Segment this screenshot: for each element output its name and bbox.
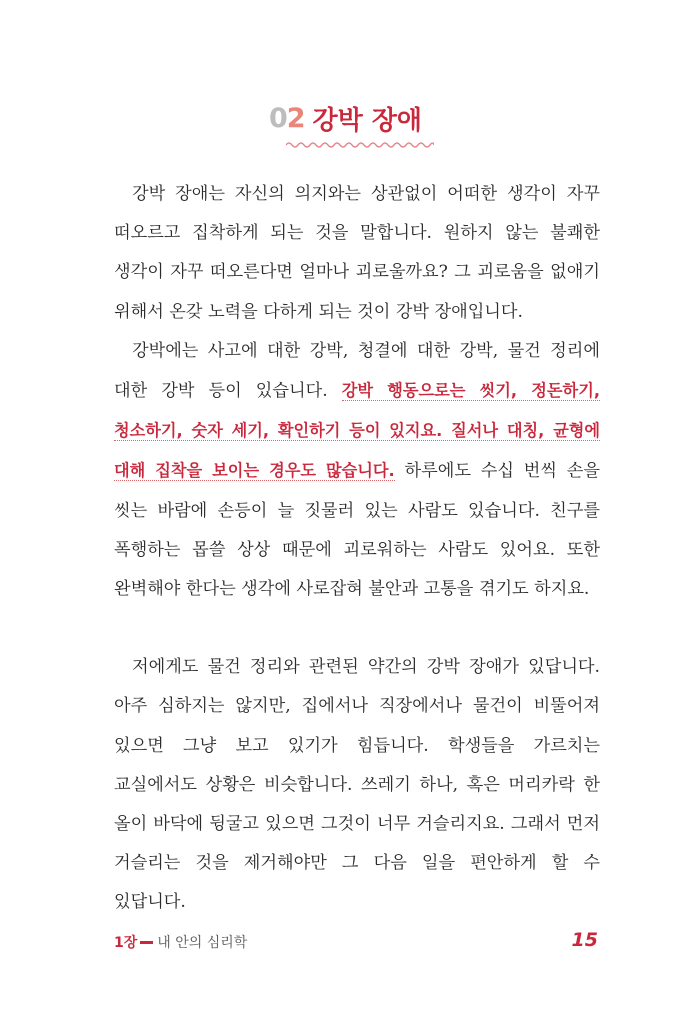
section-number: 02 bbox=[268, 103, 305, 134]
chapter-label: 1장 bbox=[114, 935, 138, 951]
chapter-title: 내 안의 심리학 bbox=[157, 935, 248, 951]
page-number: 15 bbox=[571, 929, 598, 951]
title-underline-wave bbox=[286, 140, 434, 150]
paragraph-3: 저에게도 물건 정리와 관련된 약간의 강박 장애가 있답니다. 아주 심하지는 않지만, 집에서나 직장에서나 물건이 비뚤어져 있으면 그냥 보고 있기가 힘듭니다. 학생들을 가르치는 교실에서도 상황은 비슷합니다. 쓰레기 하나, 혹은 머리카락 한 올이 바닥에 뒹굴고 있으면 그것이 너무 거슬리지요. 그래서 먼저 거슬리는 것을 제거해야만 그 다음 일을 편안하게 할 수 있답니다. bbox=[114, 657, 600, 913]
chapter-divider bbox=[140, 941, 153, 944]
body-text bbox=[114, 175, 600, 923]
highlighted-text: 강박 행동으로는 씻기, 정돈하기, 청소하기, 숫자 세기, 확인하기 등이 있지요. 질서나 대칭, 균형에 대해 집착을 보이는 경우도 많습니다. bbox=[114, 381, 600, 481]
paragraph-2: 강박에는 사고에 대한 강박, 청결에 대한 강박, 물건 정리에 대한 강박 등이 있습니다. 강박 행동으로는 씻기, 정돈하기, 청소하기, 숫자 세기, 확인하기 등이 있지요. 질서나 대칭, 균형에 대해 집착을 보이는 경우도 많습니다. 하루에도 수십 번씩 손을 씻는 바람에 손등이 늘 짓물러 있는 사람도 있습니다. 친구를 폭행하는 몹쓸 상상 때문에 괴로워하는 사람도 있어요. 또한 완벽해야 한다는 생각에 사로잡혀 불안과 고통을 겪기도 하지요. bbox=[114, 340, 601, 600]
section-title: 강박 장애 bbox=[312, 106, 423, 136]
paragraph-1: 강박 장애는 자신의 의지와는 상관없이 어떠한 생각이 자꾸 떠오르고 집착하게 되는 것을 말합니다. 원하지 않는 불쾌한 생각이 자꾸 떠오른다면 얼마나 괴로울까요? 그 괴로움을 없애기 위해서 온갖 노력을 다하게 되는 것이 강박 장애입니다. bbox=[114, 184, 600, 322]
page-footer bbox=[114, 929, 600, 958]
section-heading bbox=[0, 100, 691, 137]
